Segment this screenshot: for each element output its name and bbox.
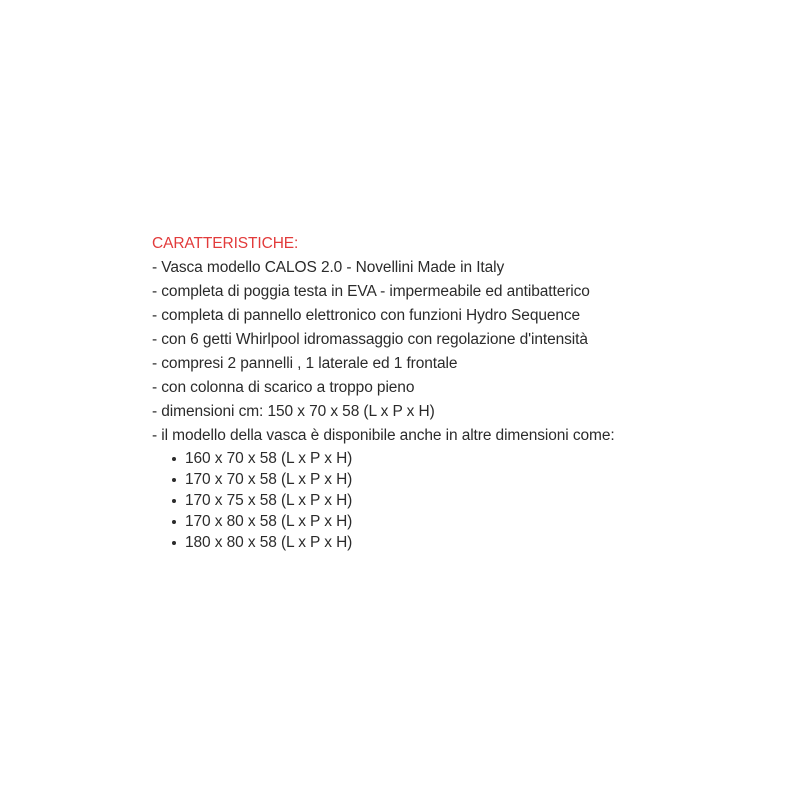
dimension-item (172, 532, 712, 553)
dimension-text: 160 x 70 x 58 (L x P x H) (185, 450, 353, 467)
feature-line: - con 6 getti Whirlpool idromassaggio con regolazione d'intensità (152, 331, 588, 348)
dimension-item (172, 469, 712, 490)
bullet-icon (172, 457, 176, 461)
dimension-item (172, 448, 712, 469)
feature-line: - completa di poggia testa in EVA - impermeabile ed antibatterico (152, 283, 590, 300)
dimension-text: 180 x 80 x 58 (L x P x H) (185, 534, 353, 551)
feature-line: - il modello della vasca è disponibile anche in altre dimensioni come: (152, 427, 615, 444)
dimension-text: 170 x 70 x 58 (L x P x H) (185, 471, 353, 488)
feature-line: - con colonna di scarico a troppo pieno (152, 379, 415, 396)
bullet-icon (172, 541, 176, 545)
product-features (152, 232, 712, 553)
dimension-item (172, 490, 712, 511)
feature-line: - compresi 2 pannelli , 1 laterale ed 1 frontale (152, 355, 458, 372)
features-heading: CARATTERISTICHE: (152, 235, 299, 252)
dimension-item (172, 511, 712, 532)
dimension-text: 170 x 75 x 58 (L x P x H) (185, 492, 353, 509)
dimension-text: 170 x 80 x 58 (L x P x H) (185, 513, 353, 530)
bullet-icon (172, 499, 176, 503)
feature-line: - Vasca modello CALOS 2.0 - Novellini Made in Italy (152, 259, 505, 276)
bullet-icon (172, 478, 176, 482)
feature-line: - completa di pannello elettronico con funzioni Hydro Sequence (152, 307, 581, 324)
feature-line: - dimensioni cm: 150 x 70 x 58 (L x P x H) (152, 403, 435, 420)
dimensions-list (152, 448, 712, 553)
bullet-icon (172, 520, 176, 524)
